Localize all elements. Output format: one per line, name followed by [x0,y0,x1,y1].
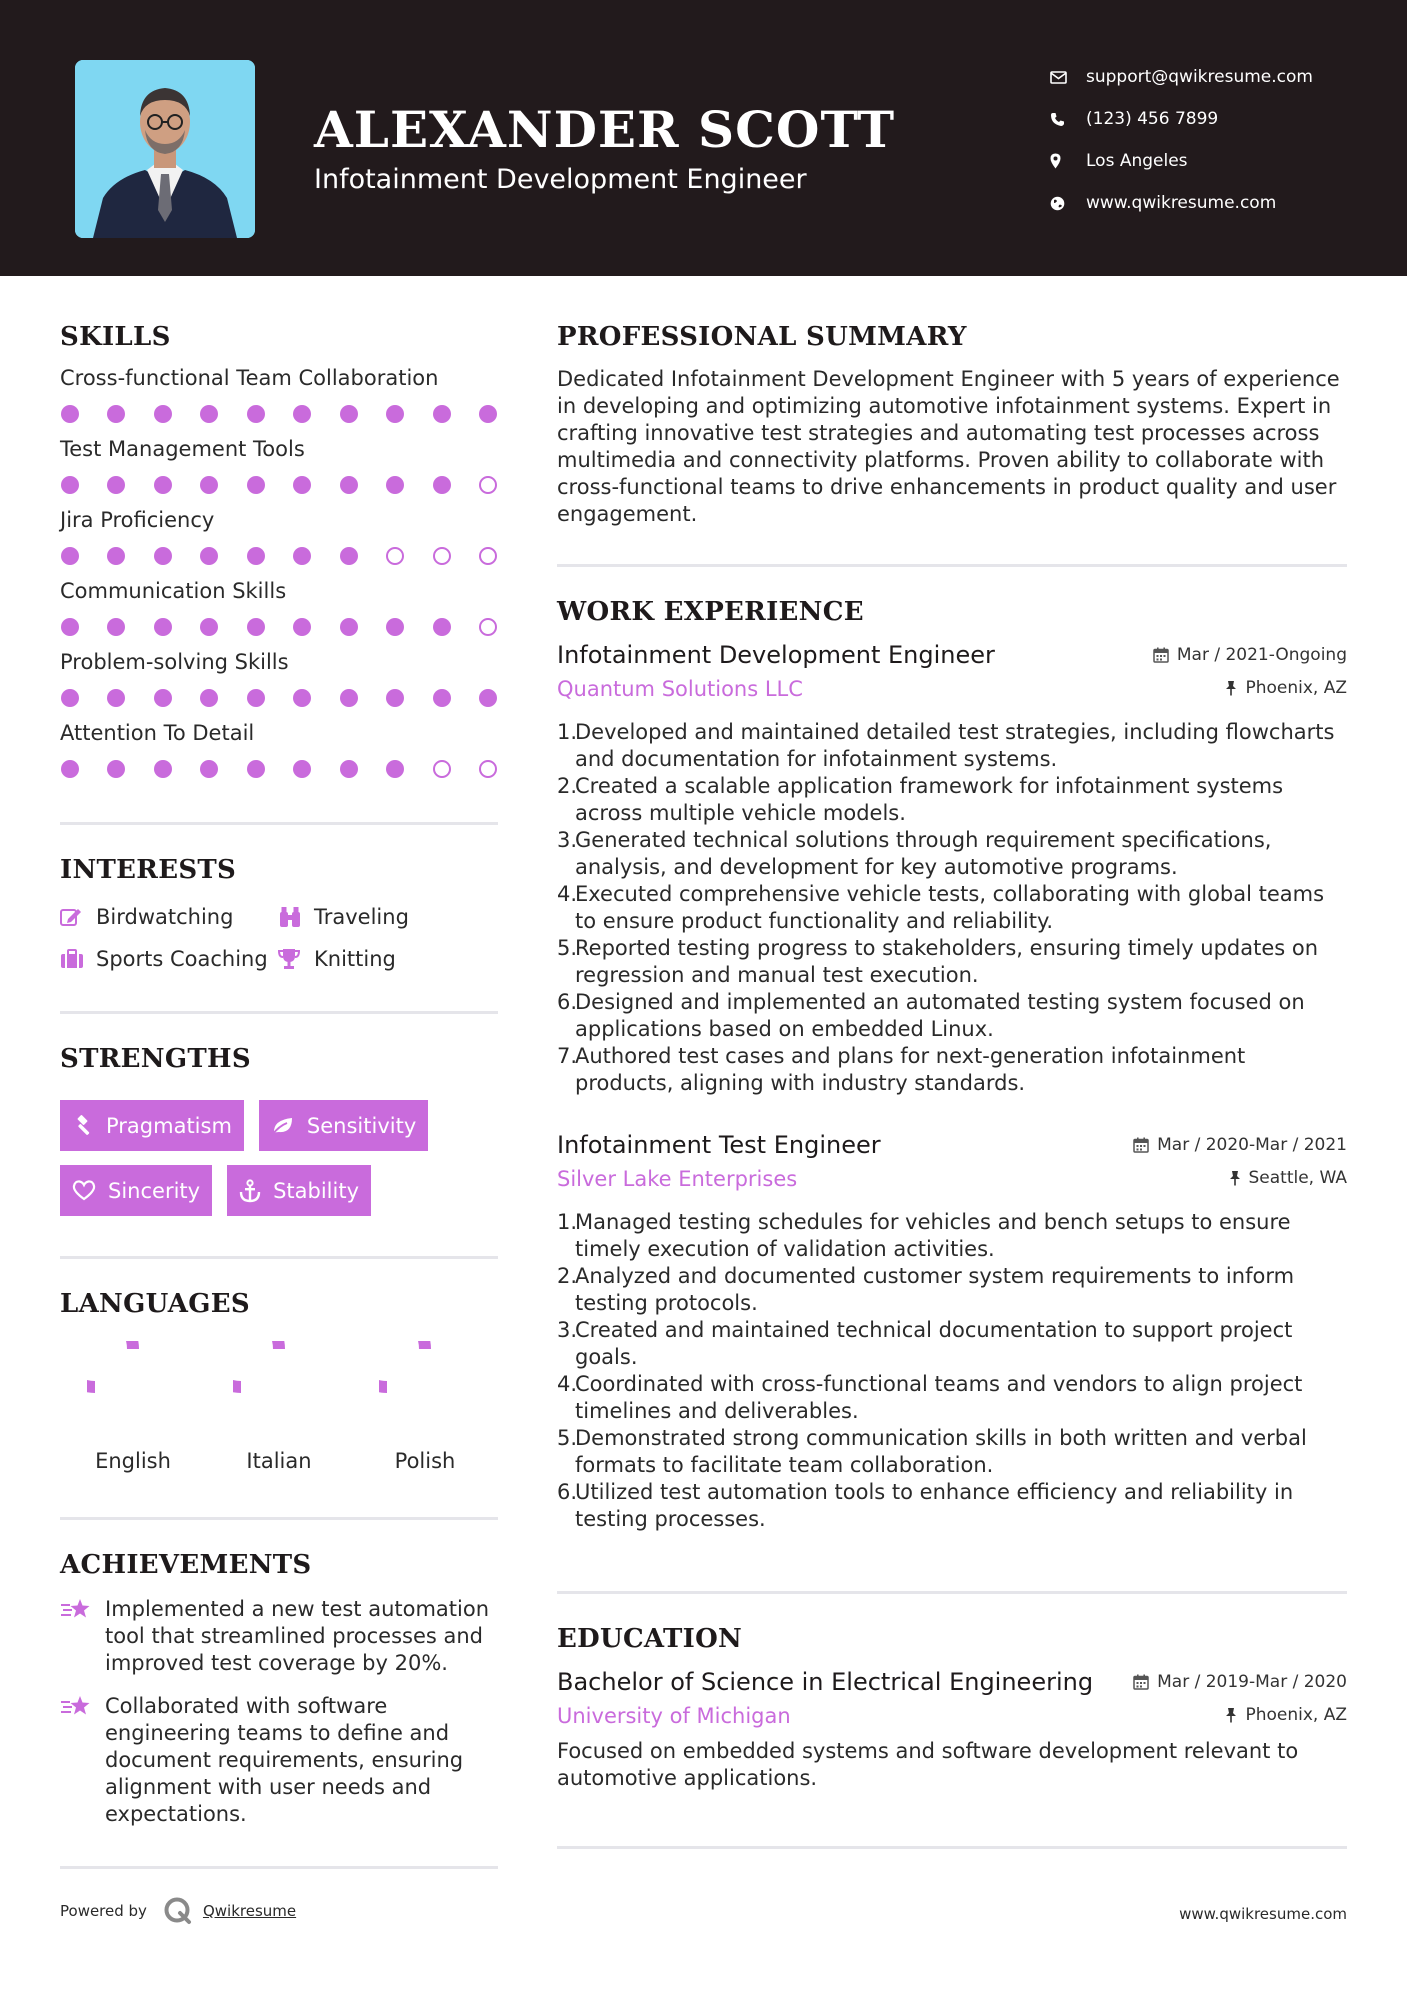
language-level-ring [233,1341,325,1433]
strength-tag [259,1100,428,1151]
experience-section [557,597,1347,1533]
pushpin-icon [1225,680,1237,696]
rating-dot-filled [293,689,311,707]
rating-dot-filled [154,760,172,778]
qwikresume-logo-icon [163,1896,193,1926]
strength-tag [227,1165,371,1216]
section-divider [60,1517,498,1520]
rating-dot-filled [386,405,404,423]
skill-rating [60,476,498,494]
rating-dot-filled [293,405,311,423]
rating-dot-filled [386,760,404,778]
job-header [557,1131,1347,1159]
section-divider [557,564,1347,567]
rating-dot-filled [247,547,265,565]
contact-website[interactable] [1050,182,1313,224]
education-location-text: Phoenix, AZ [1245,1705,1347,1725]
strength-label: Stability [273,1178,360,1203]
contact-location [1050,140,1313,182]
job-bullets [557,719,1347,1097]
rating-dot-filled [107,476,125,494]
gavel-icon [72,1115,94,1137]
skill-item [60,579,498,636]
map-pin-icon [1050,153,1086,169]
list-item: 4. Executed comprehensive vehicle tests, collaborating with global teams to ensure product functionality and reliability. [557,882,1325,933]
strengths-heading: STRENGTHS [60,1044,251,1074]
achievement-text: Collaborated with software engineering teams to define and document requirements, ensuring alignment with user needs and expectations. [105,1694,464,1826]
rating-dot-filled [247,476,265,494]
interests-heading: INTERESTS [60,855,237,885]
calendar-icon [1133,1137,1149,1153]
education-heading: EDUCATION [557,1624,743,1654]
job-entry [557,641,1347,1097]
language-level-ring [87,1341,179,1433]
candidate-name: ALEXANDER SCOTT [314,100,896,159]
list-item: 3. Generated technical solutions through requirement specifications, analysis, and development for key automotive programs. [557,828,1272,879]
strength-tag [60,1165,212,1216]
skill-rating [60,689,498,707]
list-item: 6. Utilized test automation tools to enhance efficiency and reliability in testing processes. [557,1480,1294,1531]
rating-dot-filled [154,689,172,707]
skill-rating [60,405,498,423]
profile-photo [75,60,255,238]
contact-email[interactable] [1050,56,1313,98]
rating-dot-filled [479,405,497,423]
education-date-text: Mar / 2019-Mar / 2020 [1157,1672,1347,1692]
section-divider [60,1011,498,1014]
calendar-icon [1133,1674,1149,1690]
education-description: Focused on embedded systems and software development relevant to automotive applications. [557,1739,1299,1790]
phone-icon [1050,112,1086,127]
job-bullets [557,1209,1347,1533]
skill-rating [60,618,498,636]
rating-dot-filled [107,618,125,636]
section-divider [557,1846,1347,1849]
candidate-title: Infotainment Development Engineer [314,164,807,195]
language-item [60,1341,206,1473]
pencil-square-icon [60,907,96,927]
job-subheader [557,1167,1347,1191]
job-header [557,641,1347,669]
skill-item [60,508,498,565]
rating-dot-filled [433,476,451,494]
contact-location-text: Los Angeles [1086,151,1188,171]
resume-header [0,0,1407,276]
language-item [352,1341,498,1473]
rating-dot-filled [293,760,311,778]
rating-dot-filled [340,760,358,778]
skill-item [60,650,498,707]
languages-list [60,1341,498,1473]
interest-label: Sports Coaching [96,947,268,971]
language-level-arc [379,1341,425,1387]
right-column [557,322,1347,1849]
rating-dot-empty [479,618,497,636]
strength-label: Pragmatism [106,1113,232,1138]
interests-list [60,905,498,971]
languages-section [60,1289,498,1473]
list-item: 5. Reported testing progress to stakeholders, ensuring timely updates on regression and manual test execution. [557,936,1319,987]
rating-dot-empty [479,547,497,565]
left-column [60,322,498,1869]
language-name: Polish [394,1449,456,1473]
rating-dot-empty [386,547,404,565]
rating-dot-filled [154,476,172,494]
skill-item [60,366,498,423]
skills-heading: SKILLS [60,322,171,352]
job-location-text: Seattle, WA [1248,1168,1347,1188]
rating-dot-filled [154,618,172,636]
skill-name: Test Management Tools [60,437,305,461]
rating-dot-empty [433,547,451,565]
skill-name: Jira Proficiency [60,508,215,532]
skills-list [60,366,498,778]
list-item: 2. Analyzed and documented customer system requirements to inform testing protocols. [557,1264,1295,1315]
leaf-icon [271,1116,295,1136]
rating-dot-filled [61,618,79,636]
heart-icon [72,1180,96,1201]
rating-dot-filled [247,405,265,423]
contact-list [1050,56,1313,224]
rating-dot-filled [154,547,172,565]
education-location [1225,1705,1347,1725]
interest-label: Traveling [314,905,409,929]
pushpin-icon [1225,1707,1237,1723]
section-divider [60,1866,498,1869]
company-name: Silver Lake Enterprises [557,1167,798,1191]
rating-dot-empty [433,760,451,778]
footer-powered-by [60,1896,296,1926]
strength-label: Sensitivity [306,1113,417,1138]
achievement-text: Implemented a new test automation tool that streamlined processes and improved test coverage by 20%. [105,1597,490,1675]
job-date-text: Mar / 2020-Mar / 2021 [1157,1135,1347,1155]
interest-label: Birdwatching [96,905,234,929]
achievement-item [60,1596,498,1677]
school-name: University of Michigan [557,1704,791,1728]
globe-icon [1050,196,1086,211]
contact-phone[interactable] [1050,98,1313,140]
rating-dot-filled [293,476,311,494]
rating-dot-filled [154,405,172,423]
rating-dot-filled [386,476,404,494]
strengths-list [60,1100,498,1216]
rating-dot-filled [61,689,79,707]
rating-dot-filled [340,405,358,423]
language-item [206,1341,352,1473]
job-title: Infotainment Test Engineer [557,1131,881,1159]
strengths-section [60,1044,498,1216]
skill-name: Problem-solving Skills [60,650,289,674]
interest-item [278,947,498,971]
shooting-star-icon [60,1596,105,1677]
interest-item [278,905,498,929]
achievements-heading: ACHIEVEMENTS [60,1550,312,1580]
contact-phone-text: (123) 456 7899 [1086,109,1219,129]
experience-heading: WORK EXPERIENCE [557,597,864,627]
anchor-icon [239,1179,261,1203]
list-item: 6. Designed and implemented an automated testing system focused on applications based on embedded Linux. [557,990,1305,1041]
skill-name: Cross-functional Team Collaboration [60,366,439,390]
rating-dot-filled [433,689,451,707]
skill-name: Communication Skills [60,579,287,603]
rating-dot-filled [479,689,497,707]
rating-dot-filled [107,405,125,423]
rating-dot-filled [200,760,218,778]
rating-dot-filled [61,476,79,494]
education-section [557,1624,1347,1792]
calendar-icon [1153,647,1169,663]
section-divider [557,1591,1347,1594]
language-name: English [95,1449,171,1473]
skill-item [60,437,498,494]
interest-item [60,947,278,971]
summary-text: Dedicated Infotainment Development Engineer with 5 years of experience in developing and optimizing automotive infotainment systems. Expert in crafting innovative test strategies and automating test processes across multimedia and connectivity platforms. Proven ability to collaborate with cross-functional teams to drive enhancements in product quality and user engagement. [557,367,1340,526]
rating-dot-filled [247,689,265,707]
section-divider [60,822,498,825]
rating-dot-filled [200,547,218,565]
language-level-arc [87,1341,133,1387]
interests-section [60,855,498,971]
rating-dot-filled [200,689,218,707]
list-item: 2. Created a scalable application framework for infotainment systems across multiple vehicle models. [557,774,1284,825]
rating-dot-filled [340,476,358,494]
rating-dot-filled [247,618,265,636]
rating-dot-filled [340,618,358,636]
rating-dot-filled [200,476,218,494]
language-level-ring [379,1341,471,1433]
rating-dot-empty [479,476,497,494]
job-date-text: Mar / 2021-Ongoing [1176,645,1347,665]
section-divider [60,1256,498,1259]
rating-dot-filled [340,547,358,565]
education-date [1133,1672,1347,1692]
job-date [1133,1135,1347,1155]
contact-website-text: www.qwikresume.com [1086,193,1277,213]
suitcase-icon [60,949,96,969]
achievement-item [60,1693,498,1828]
job-title: Infotainment Development Engineer [557,641,995,669]
job-subheader [557,677,1347,701]
powered-by-text: Powered by [60,1902,147,1920]
rating-dot-filled [107,760,125,778]
rating-dot-filled [433,405,451,423]
skills-section [60,322,498,778]
rating-dot-filled [293,547,311,565]
skill-rating [60,760,498,778]
list-item: 5. Demonstrated strong communication skills in both written and verbal formats to facilitate team collaboration. [557,1426,1307,1477]
envelope-icon [1050,71,1086,84]
list-item: 3. Created and maintained technical documentation to support project goals. [557,1318,1293,1369]
rating-dot-filled [386,689,404,707]
degree-title: Bachelor of Science in Electrical Engineering [557,1668,1094,1696]
rating-dot-filled [61,547,79,565]
achievements-section [60,1550,498,1828]
education-header [557,1668,1347,1696]
brand-link[interactable]: Qwikresume [202,1902,297,1920]
skill-name: Attention To Detail [60,721,255,745]
footer-website[interactable]: www.qwikresume.com [1179,1905,1347,1923]
language-level-arc [233,1341,279,1387]
rating-dot-filled [200,405,218,423]
pushpin-icon [1229,1170,1241,1186]
rating-dot-filled [293,618,311,636]
languages-heading: LANGUAGES [60,1289,250,1319]
trophy-icon [278,948,314,970]
contact-email-text: support@qwikresume.com [1086,67,1313,87]
rating-dot-filled [107,689,125,707]
rating-dot-filled [340,689,358,707]
company-name: Quantum Solutions LLC [557,677,803,701]
skill-rating [60,547,498,565]
summary-heading: PROFESSIONAL SUMMARY [557,322,967,352]
shooting-star-icon [60,1693,105,1828]
rating-dot-filled [386,618,404,636]
binoculars-icon [278,906,314,928]
rating-dot-filled [433,618,451,636]
job-location [1225,678,1347,698]
list-item: 4. Coordinated with cross-functional teams and vendors to align project timelines and deliverables. [557,1372,1303,1423]
rating-dot-filled [247,760,265,778]
rating-dot-filled [107,547,125,565]
rating-dot-empty [479,760,497,778]
job-location [1229,1168,1348,1188]
education-subheader [557,1704,1347,1728]
list-item: 1. Managed testing schedules for vehicles and bench setups to ensure timely execution of validation activities. [557,1210,1291,1261]
rating-dot-filled [61,405,79,423]
strength-label: Sincerity [108,1178,201,1203]
interest-item [60,905,278,929]
strength-tag [60,1100,244,1151]
list-item: 1. Developed and maintained detailed test strategies, including flowcharts and documentation for infotainment systems. [557,720,1335,771]
list-item: 7. Authored test cases and plans for next-generation infotainment products, aligning with industry standards. [557,1044,1246,1095]
rating-dot-filled [200,618,218,636]
rating-dot-filled [61,760,79,778]
job-location-text: Phoenix, AZ [1245,678,1347,698]
skill-item [60,721,498,778]
language-name: Italian [246,1449,312,1473]
job-date [1153,645,1347,665]
job-entry [557,1131,1347,1533]
summary-section [557,322,1347,528]
interest-label: Knitting [314,947,396,971]
